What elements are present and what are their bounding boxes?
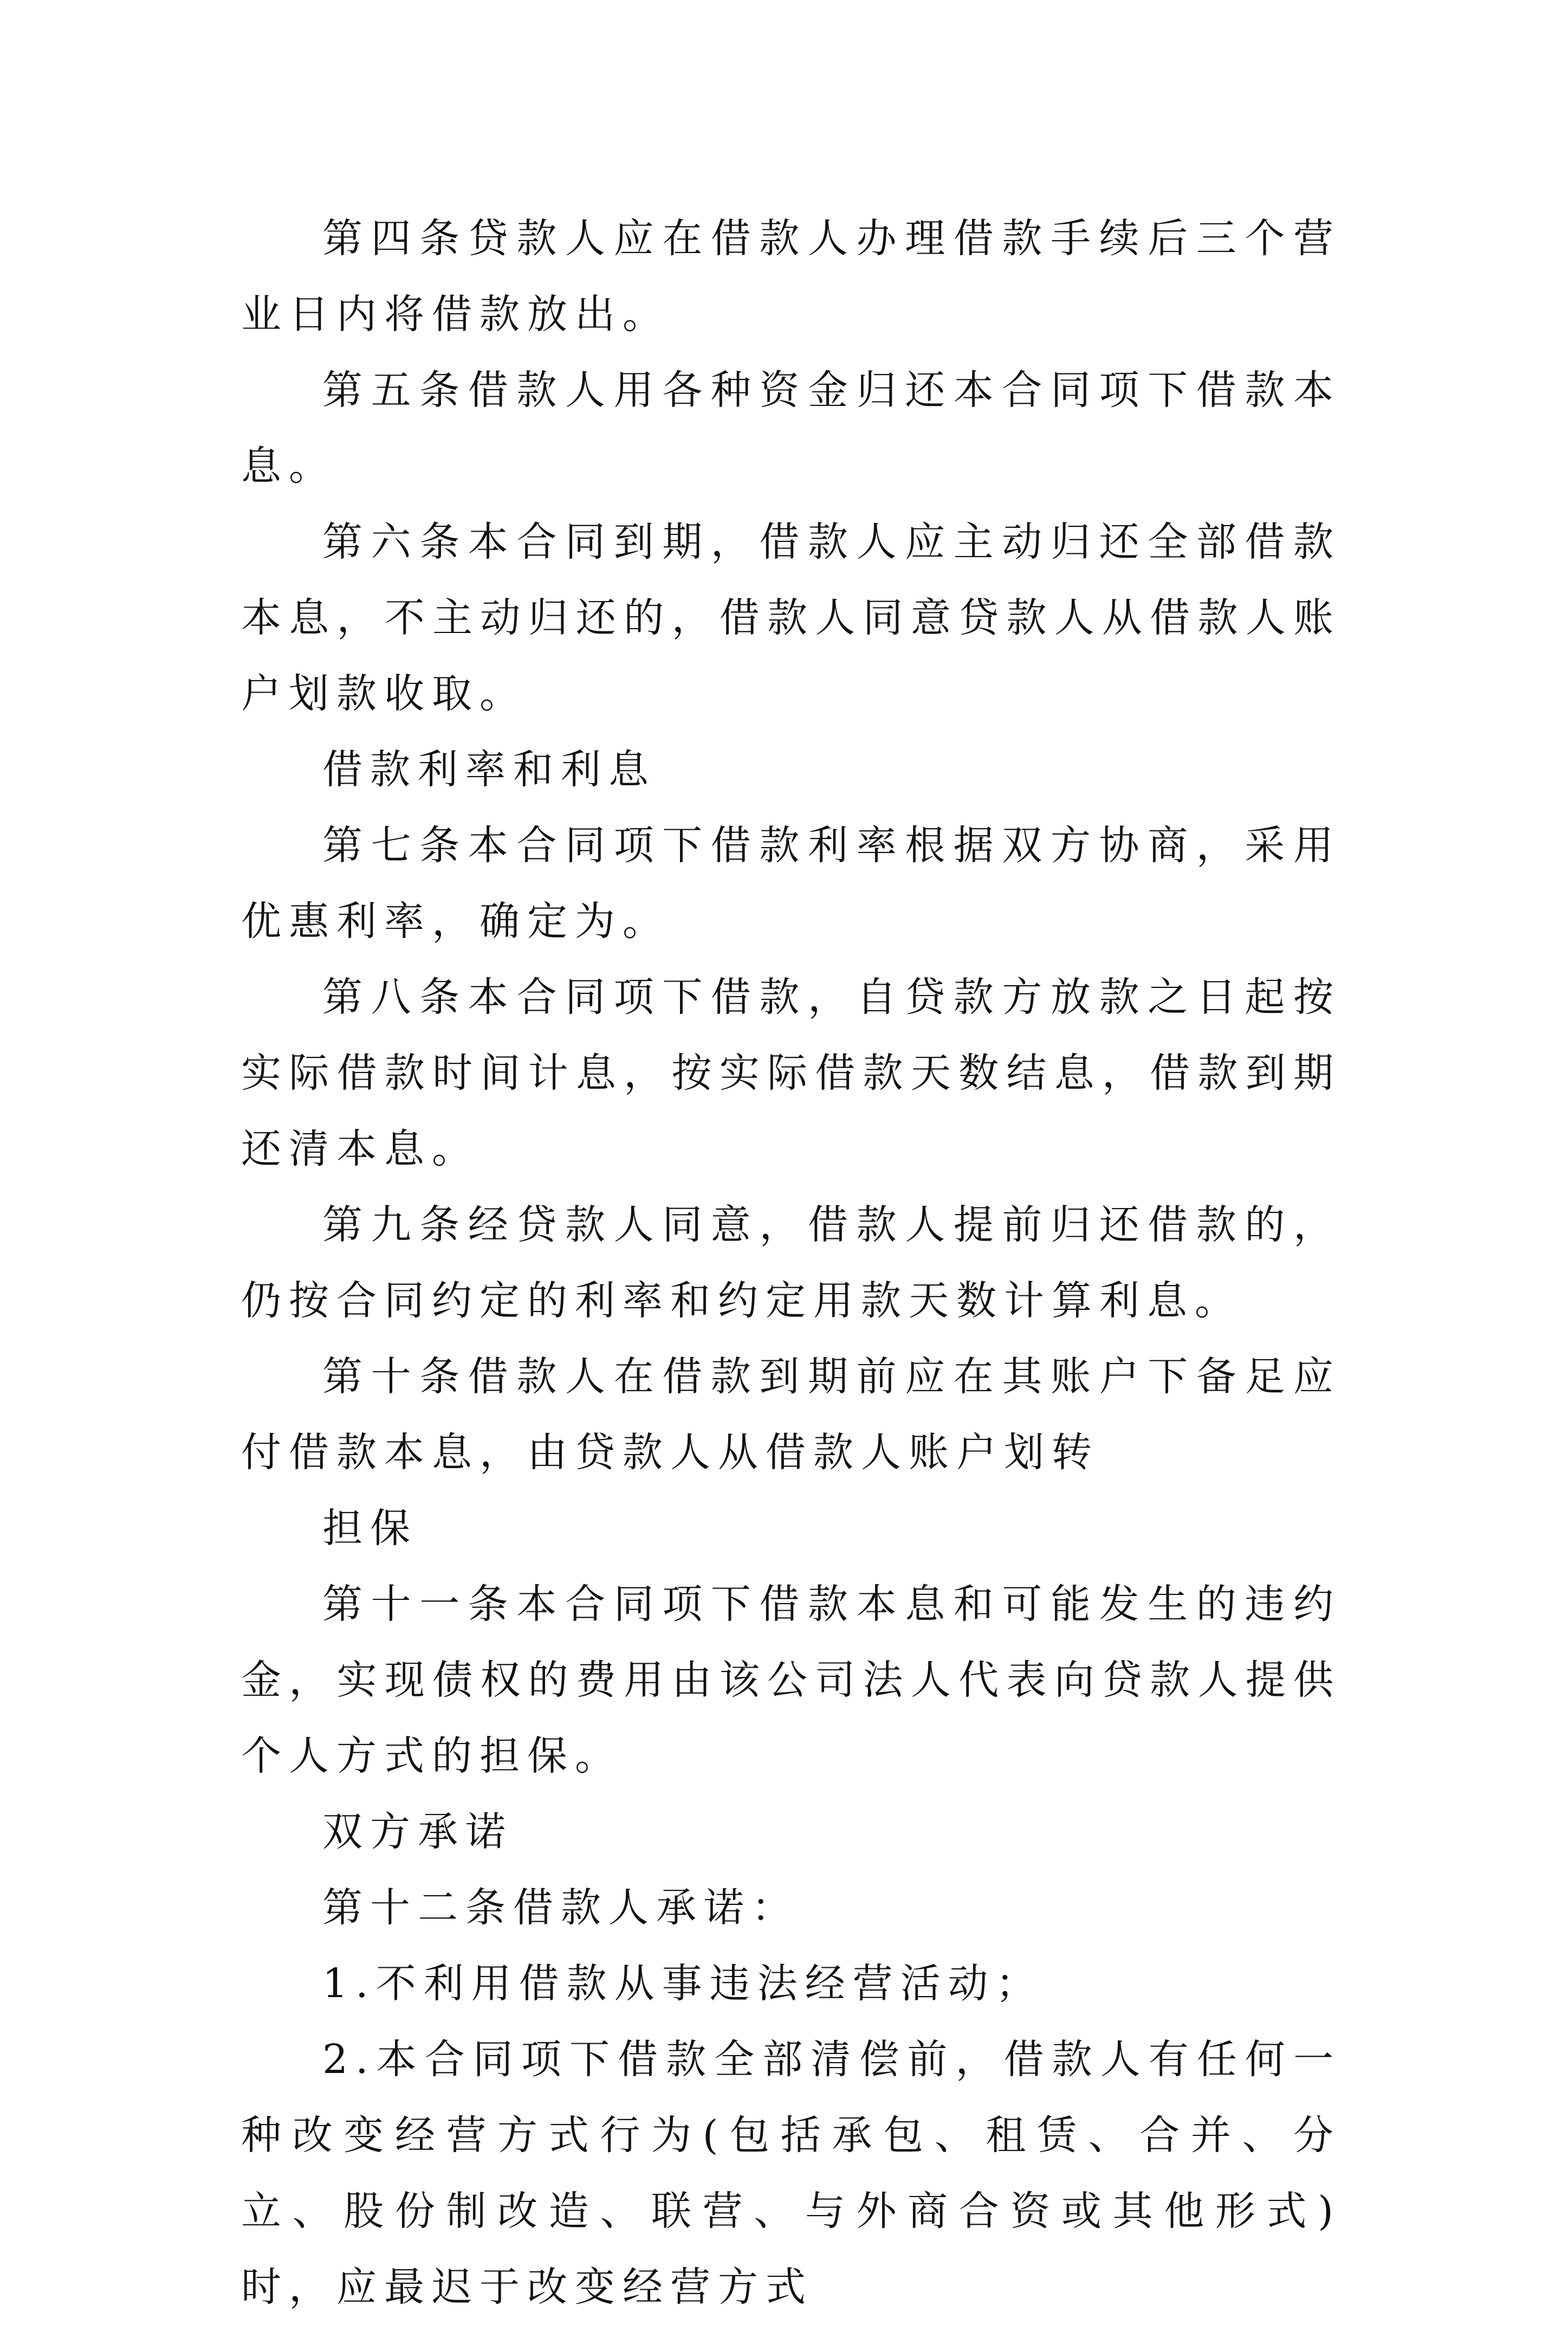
section-heading-interest: 借款利率和利息 bbox=[322, 746, 656, 793]
article-7: 第七条本合同项下借款利率根据双方协商，采用优惠利率，确定为。 bbox=[241, 822, 1341, 945]
article-9: 第九条经贷款人同意，借款人提前归还借款的，仍按合同约定的利率和约定用款天数计算利息。 bbox=[241, 1202, 1341, 1324]
article-10: 第十条借款人在借款到期前应在其账户下备足应付借款本息，由贷款人从借款人账户划转 bbox=[241, 1353, 1341, 1476]
commitment-item-1: 1.不利用借款从事违法经营活动； bbox=[322, 1960, 1044, 2007]
commitment-item-2: 2.本合同项下借款全部清偿前，借款人有任何一种改变经营方式行为(包括承包、租赁、合并、分立、股份制改造、联营、与外商合资或其他形式)时，应最迟于改变经营方式 bbox=[241, 2036, 1341, 2310]
section-heading-commitments: 双方承诺 bbox=[322, 1809, 513, 1855]
article-5: 第五条借款人用各种资金归还本合同项下借款本息。 bbox=[241, 367, 1341, 489]
article-4: 第四条贷款人应在借款人办理借款手续后三个营业日内将借款放出。 bbox=[241, 215, 1341, 338]
article-6: 第六条本合同到期，借款人应主动归还全部借款本息，不主动归还的，借款人同意贷款人从借款人账户划款收取。 bbox=[241, 519, 1341, 717]
article-11: 第十一条本合同项下借款本息和可能发生的违约金，实现债权的费用由该公司法人代表向贷款人提供个人方式的担保。 bbox=[241, 1581, 1341, 1779]
section-heading-guarantee: 担保 bbox=[322, 1505, 418, 1552]
article-8: 第八条本合同项下借款，自贷款方放款之日起按实际借款时间计息，按实际借款天数结息，借款到期还清本息。 bbox=[241, 974, 1341, 1172]
article-12: 第十二条借款人承诺： bbox=[322, 1884, 799, 1931]
contract-body bbox=[241, 201, 1341, 2325]
